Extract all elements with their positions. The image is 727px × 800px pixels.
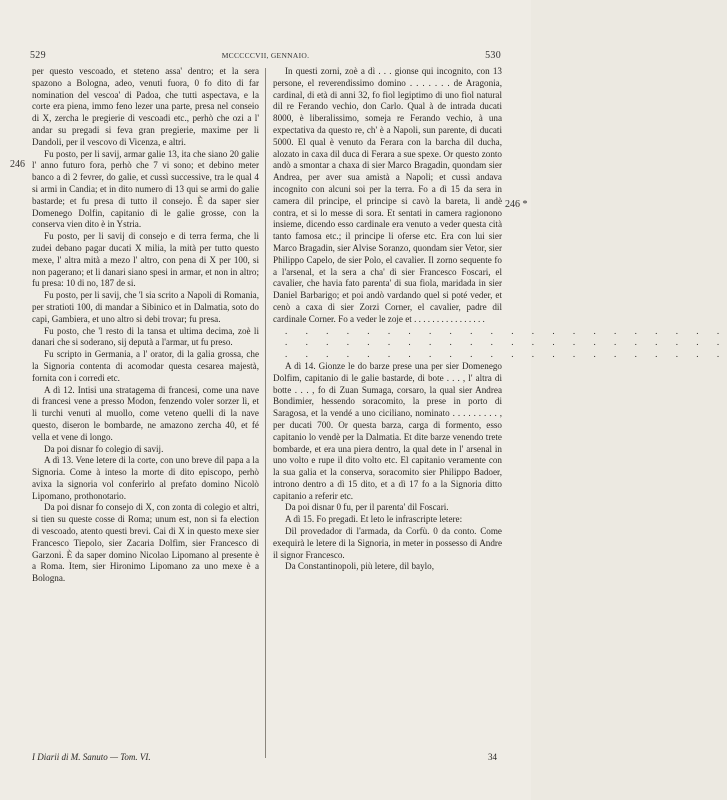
paragraph: A dì 14. Gionze le do barze prese una per sier Domenego Dolfim, capitanio di le galie bastarde, di bote . . . , l' altra di botte . . . , fo di Zuan Sumaga, corsaro, la qual sier Andrea Bondimier, hessendo soracomito, la prese in porto di Saragosa, et la vendé a uno ciciliano, nominato . . . . . . . . . , per ducati 700. Or questa barza, carga di formento, esso capitanio lo vendè per la Dalmatia. Et dite barze venendo trete bombarde, et era una piera dentro, la qual dete in l' arsenal in uno volto e rupe il dito volto etc. El capitanio veramente con la sua galia et la conserva, soracomito sier Philippo Badoer, introno dentro a dì 15 dito, et a dì 17 fo a la Signoria ditto capitanio a referir etc. (273, 360, 502, 501)
ellipsis-line: . . . . . . . . . . . . . . . . . . . . . . (285, 349, 727, 360)
running-header (28, 50, 503, 64)
ellipsis-line: . . . . . . . . . . . . . . . . . . . . . . (285, 337, 727, 348)
page-number-left: 529 (30, 50, 46, 61)
paragraph: Fu posto, per li savij, che 'l sia scrito a Napoli di Romania, per stratioti 100, di mandar a Sibinico et in Dalmatia, soto do capi, Gambiera, et uno altro si debi trovar; fu presa. (32, 290, 259, 324)
paragraph: Da poi disnar fo consejo di X, con zonta di colegio et altri, si tien su queste cosse di Roma; unum est, non si fa election di vescoado, atento questi brevi. Cai di X in questo mexe sier Francesco Tiepolo, sier Zacaria Dolfim, sier Francesco di Garzoni. È da saper domino Nicolao Lipomano al presente è a Roma. Item, sier Hironimo Lipomano za uno mexe è a Bologna. (32, 502, 259, 584)
page-footer (32, 752, 501, 766)
signature-mark: 34 (488, 752, 497, 762)
footer-source: I Diarii di M. Sanuto — Tom. VI. (32, 752, 151, 762)
margin-number-left: 246 (10, 159, 25, 170)
paragraph: A dì 12. Intisi una stratagema di francesi, come una nave di francesi vene a presso Modon, fenzendo voler sorzer lì, et li turchi venuti al muollo, come veteno quelli di la nave questo, diseron le bombarde, ne amazono zercha 40, et fé vella et vene di longo. (32, 384, 259, 442)
paragraph: Fu scripto in Germania, a l' orator, di la galia grossa, che la Signoria contenta di acomodar questa cesarea majestà, fornita con i corredi etc. (32, 349, 259, 383)
page-number-right: 530 (485, 50, 501, 61)
paragraph: A dì 13. Vene letere di la corte, con uno breve dil papa a la Signoria. Come à inteso la morte di dito episcopo, perhò avixa la signoria vol conferirlo al prefato domino Nicolò Lipomano, prothonotario. (32, 455, 259, 501)
paragraph: Fu posto, per li savij di consejo e di terra ferma, che li zudei debano pagar ducati X milia, la mità per tutto questo mexe, l' altra mità a mezo l' altro, con pena di X per 100, si non pagerano; et li danari siano spesi in armar, et non in altro; fu presa: 10 di no, 187 de si. (32, 231, 259, 289)
paragraph: Fu posto, per li savij, armar galie 13, ita che siano 20 galie l' anno futuro fora, perhò che 7 vi sono; et debino meter banco a dì 2 fevrer, do galie, et cussì successive, tra le qual 4 si armi in Candia; et in dito numero di 13 qui se armi do galie bastarde; et fu presa di tutto il consejo. È da saper sier Domenego Dolfin, capitanio di le galie grosse, con la conserva vien dito è in Ystria. (32, 148, 259, 230)
column-divider (265, 68, 266, 758)
left-column (32, 66, 259, 756)
paragraph: A dì 15. Fo pregadi. Et leto le infrascripte letere: (285, 514, 463, 525)
paragraph: Dil provedador di l'armada, da Corfù. 0 da conto. Come exequirà le letere di la Signoria, in meter in possesso di Andre il signor Francesco. (273, 526, 502, 560)
paragraph: Da Constantinopoli, più letere, dil baylo, (285, 561, 435, 572)
paragraph: per questo vescoado, et steteno assa' dentro; et la sera spazono a Bologna, adeo, venuti fuora, 0 fo dito di far nomination del vescoa' di Padoa, che tutti aspectava, e la corte era piena, immo feno lezer una parte, presa nel conseio di X, zercha le pregierie di vescoadi etc., perhò che ozi a l' andar su pregadi si feva gran pregierie, maxime per li Dandoli, per il vescovo di Vicenza, e altri. (32, 66, 259, 147)
running-title: MCCCCCVII, GENNAIO. (221, 51, 310, 60)
paragraph: Da poi disnar 0 fu, per il parenta' dil Foscari. (285, 502, 449, 513)
paragraph: Fu posto, che 'l resto di la tansa et ultima decima, zoè li danari che si soderano, sij deputà a l'armar, ut fu preso. (32, 325, 259, 348)
paragraph: In questi zorni, zoè a dì . . . gionse qui incognito, con 13 persone, el reverendissimo domino . . . . . . . de Aragonia, cardinal, di età di anni 32, fo fiol legiptimo di uno fiol natural dil re Ferando vechio, don Carlo. Qual à de intrada ducati 8000, è liberalissimo, someja re Ferando vechio, à una expectativa da questo re, ch' è a Napoli, sun parente, di ducati 5000. El qual è venuto da Ferara con la barcha dil ducha, alozato in caxa dil duca di Ferara a sue spexe. Or questo zonto andò a smontar a chaxa di sier Marco Bragadin, quondam sier Andrea, per aver sua amistà a Napoli; et cussì andava incognito con alcuni soi per la terra. Fo a dì 15 da sera in camera dil principe, el principe si cavò la bareta, li andè contra, et si lo messe di sora. Et sentati in camera ragionono insieme, dicendo esso cardinale era venuto a veder questa cità tanto famosa etc.; il principe li oferse etc. Era con lui sier Marco Bragadin, sier Alvise Soranzo, quondam sier Vetor, sier Philippo Capelo, de sier Polo, el cavalier. Il zorno sequente fo a l'arsenal, et la sera a cha' di sier Francesco Foscari, el cavalier, che havia fato parenta' di sua fiola, maridada in sier Daniel Barbarigo; et poi andò vardando quel si poté veder, et cenò a caxa di sier Zorzi Corner, el cavalier, padre dil cardinale Corner. Fo a veder le zoje et . . . . . . . . . . . . . . . . (273, 66, 502, 324)
margin-number-right: 246 * (505, 199, 528, 210)
paragraph: Da poi disnar fo colegio di savij. (44, 443, 164, 454)
ellipsis-line: . . . . . . . . . . . . . . . . . . . . . . (285, 325, 727, 336)
